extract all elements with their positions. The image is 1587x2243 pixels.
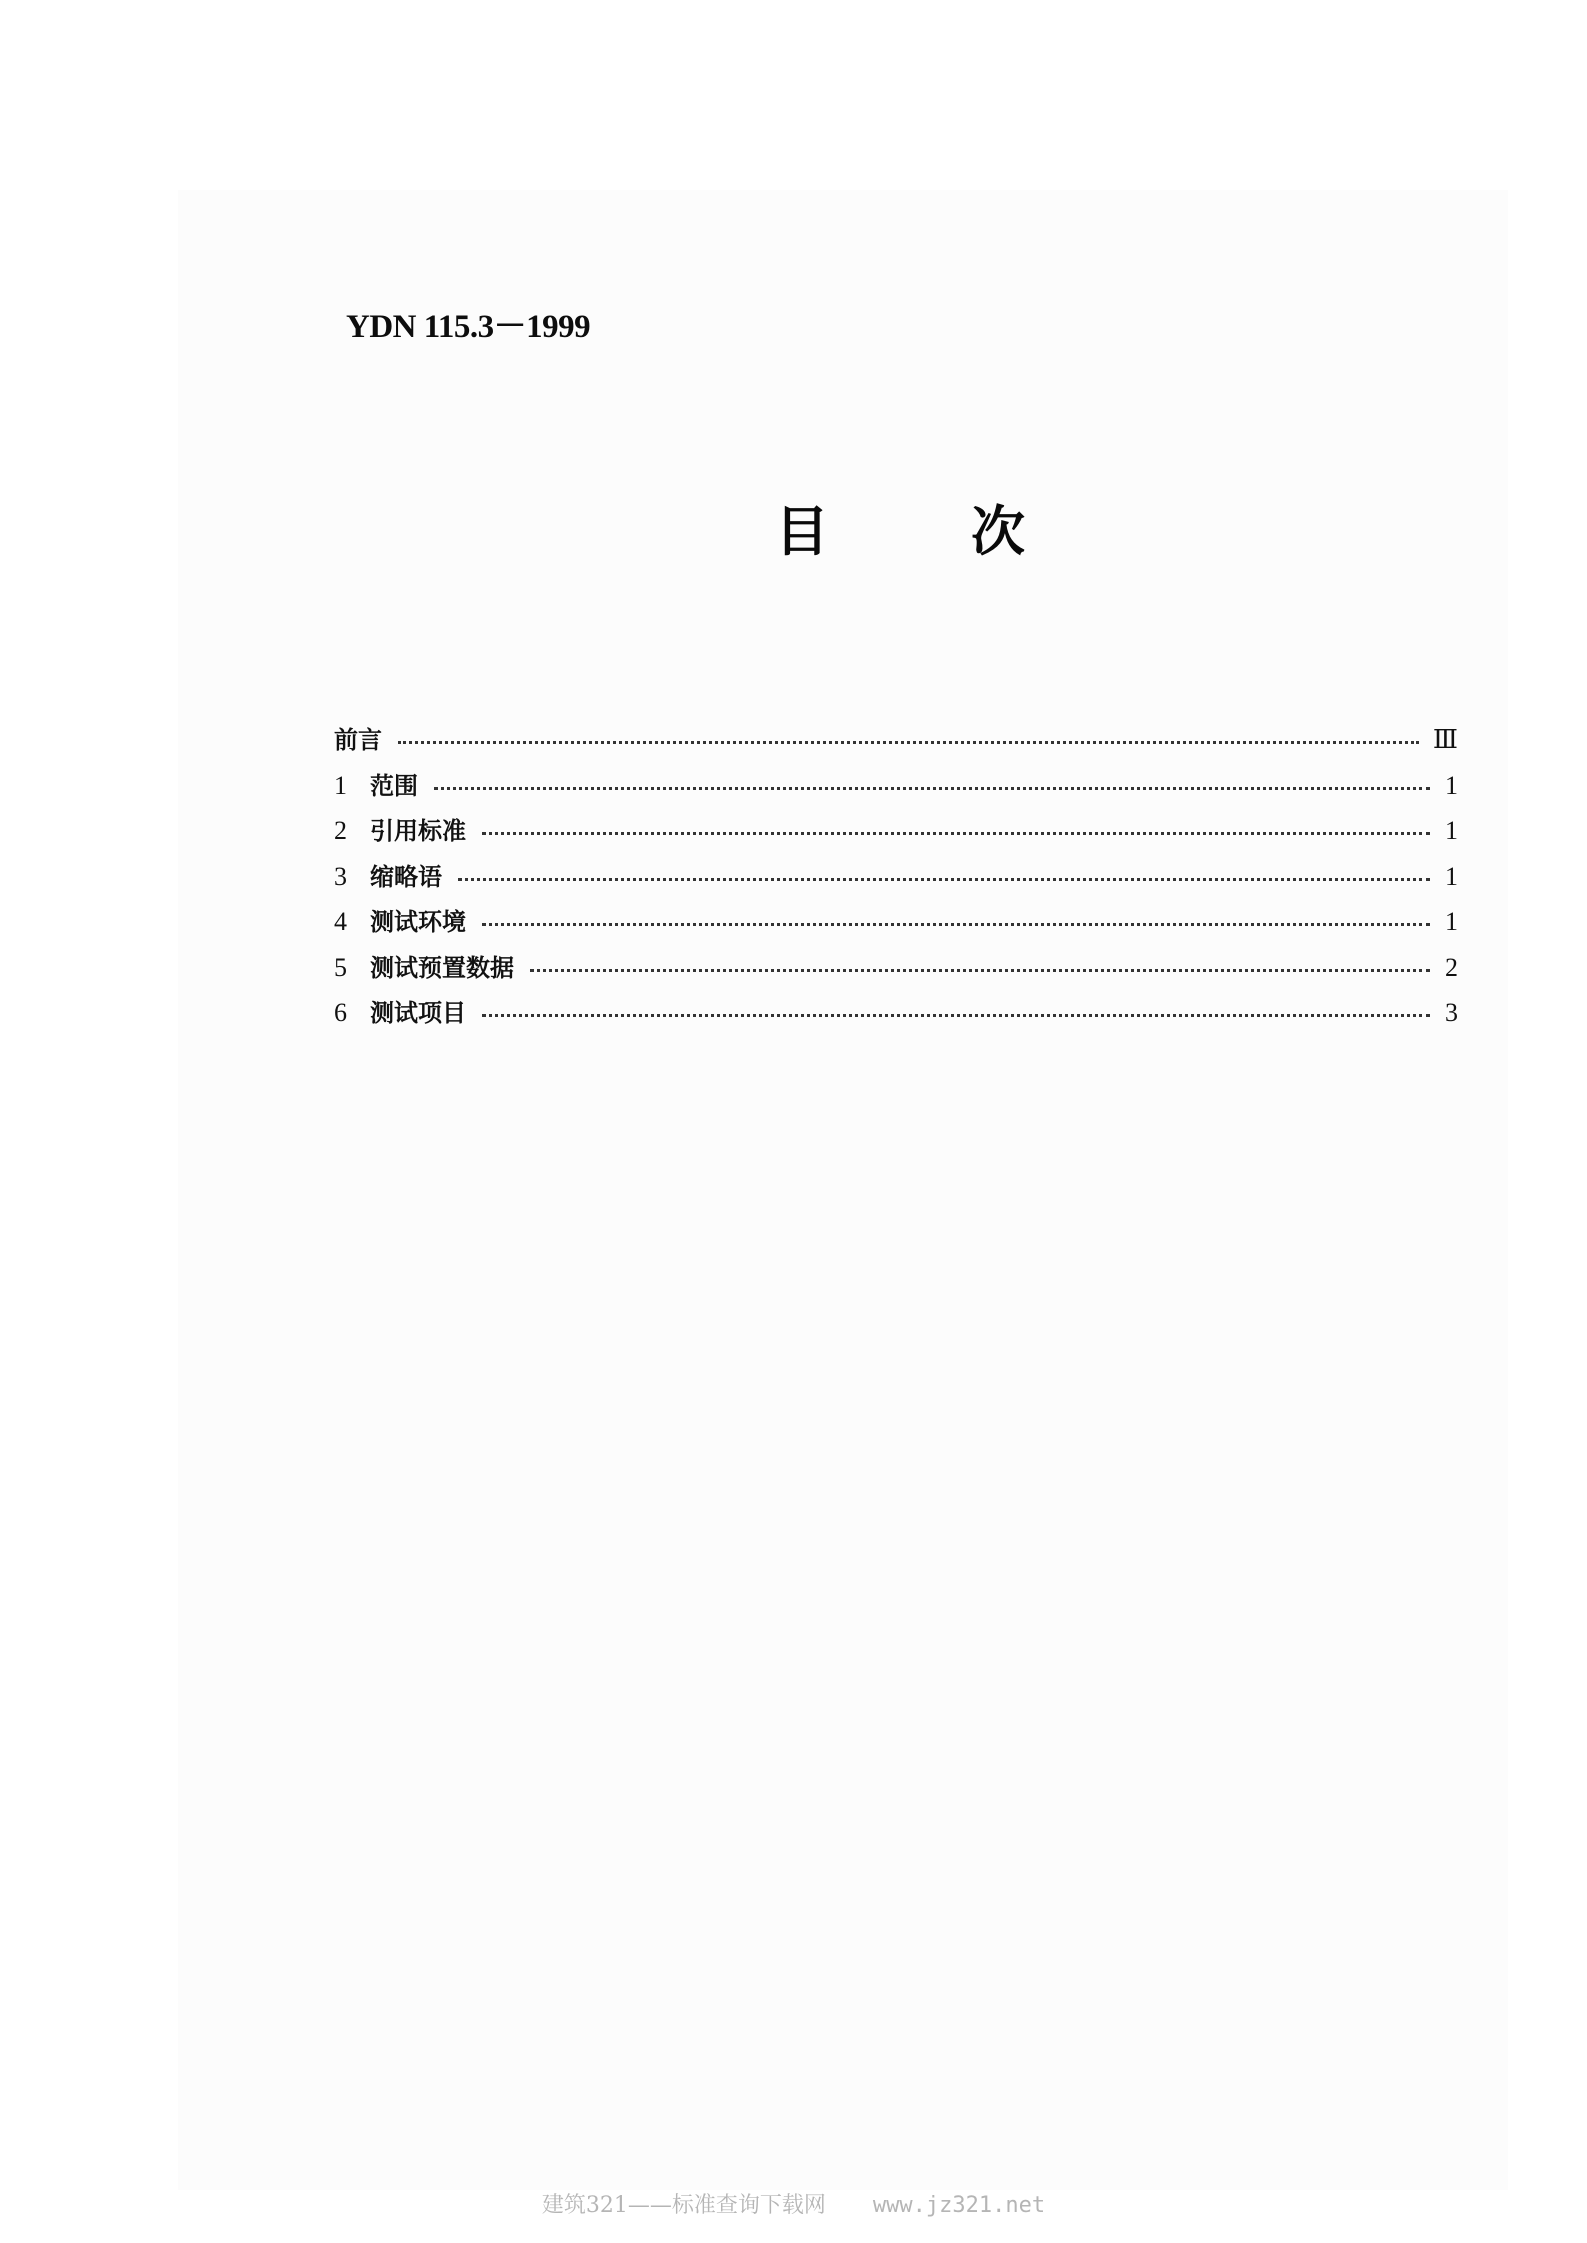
toc-entry-test-environment[interactable]: [334, 902, 1458, 948]
toc-title-char-1: 目: [775, 500, 829, 563]
toc-entry-label: 测试项目: [370, 999, 466, 1027]
dot-leader: [458, 878, 1430, 881]
dot-leader: [482, 923, 1430, 926]
table-of-contents: [334, 720, 1458, 1039]
toc-entry-label: 测试环境: [370, 908, 466, 936]
toc-entry-number: 1: [334, 770, 347, 800]
toc-entry-foreword[interactable]: [334, 720, 1458, 766]
toc-entry-number: 3: [334, 861, 347, 891]
dot-leader: [530, 969, 1430, 972]
toc-entry-page: 3: [1445, 998, 1458, 1027]
toc-entry-page: Ⅲ: [1432, 725, 1458, 754]
toc-entry-references[interactable]: [334, 811, 1458, 857]
toc-entry-test-items[interactable]: [334, 993, 1458, 1039]
toc-entry-number: 2: [334, 816, 347, 845]
toc-entry-abbreviations[interactable]: [334, 857, 1458, 903]
toc-entry-page: 1: [1445, 907, 1458, 936]
toc-entry-label: 引用标准: [370, 817, 466, 845]
toc-entry-number: 5: [334, 952, 347, 982]
toc-entry-label: 测试预置数据: [370, 953, 514, 982]
toc-entry-page: 1: [1445, 770, 1458, 800]
dot-leader: [434, 787, 1430, 790]
dot-leader: [398, 741, 1419, 744]
toc-entry-label: 前言: [334, 726, 382, 754]
toc-entry-scope[interactable]: [334, 766, 1458, 812]
toc-title: [775, 500, 1025, 563]
toc-entry-number: 6: [334, 998, 347, 1027]
toc-entry-page: 1: [1445, 816, 1458, 845]
dot-leader: [482, 1014, 1430, 1017]
standard-id: YDN 115.3－1999: [346, 309, 591, 345]
toc-entry-label: 缩略语: [370, 862, 442, 891]
page-sheet: [178, 190, 1508, 2190]
toc-entry-preset-data[interactable]: [334, 948, 1458, 994]
footer-watermark: [0, 2188, 1587, 2219]
toc-title-char-2: 次: [971, 500, 1025, 563]
toc-entry-page: 2: [1445, 952, 1458, 982]
footer-url[interactable]: www.jz321.net: [872, 2193, 1046, 2218]
toc-entry-page: 1: [1445, 861, 1458, 891]
toc-entry-label: 范围: [370, 771, 418, 800]
toc-entry-number: 4: [334, 907, 347, 936]
dot-leader: [482, 832, 1430, 835]
footer-text: 建筑321——标准查询下载网: [541, 2193, 826, 2218]
